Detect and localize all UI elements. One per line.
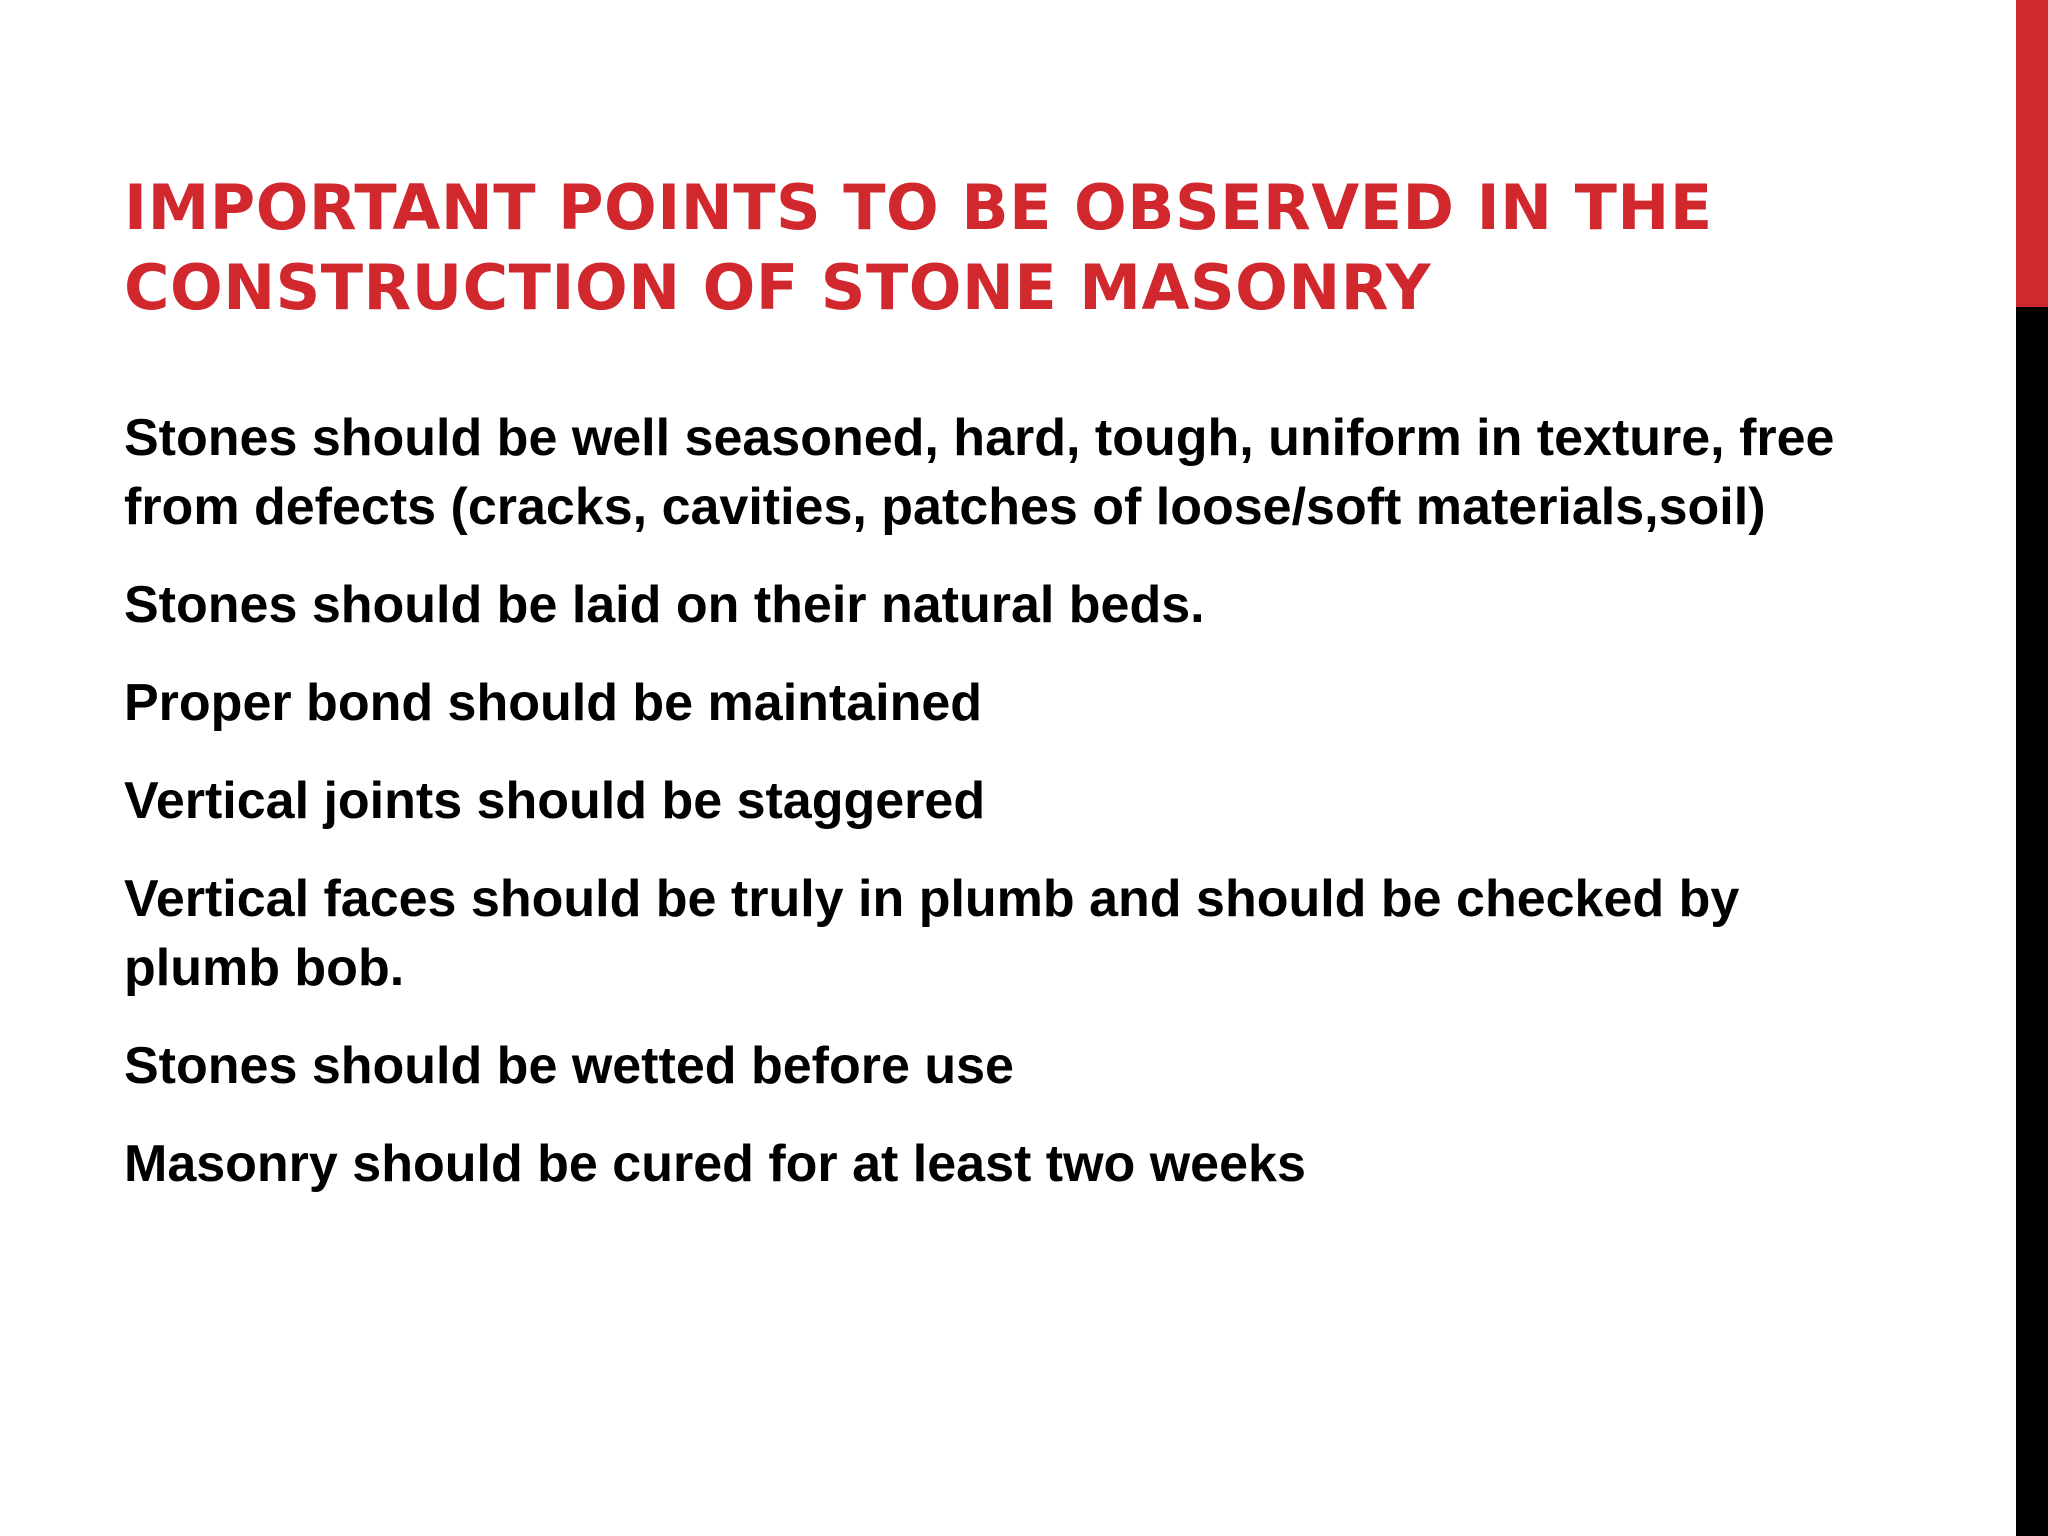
bullet-list: [124, 404, 1884, 1228]
bullet-item: Vertical faces should be truly in plumb and should be checked by plumb bob.: [124, 870, 1740, 997]
bullet-item: Masonry should be cured for at least two weeks: [124, 1135, 1306, 1193]
side-bar-accent: [2016, 0, 2048, 307]
bullet-item: Vertical joints should be staggered: [124, 772, 986, 830]
bullet-item: Stones should be well seasoned, hard, tough, uniform in texture, free from defects (cracks, cavities, patches of loose/soft materials,soil): [124, 409, 1835, 536]
bullet-item: Stones should be laid on their natural beds.: [124, 576, 1205, 634]
side-bar: [2016, 0, 2048, 1536]
bullet-item: Proper bond should be maintained: [124, 674, 983, 732]
slide-title: IMPORTANT POINTS TO BE OBSERVED IN THE CONSTRUCTION OF STONE MASONRY: [124, 171, 1713, 324]
bullet-item: Stones should be wetted before use: [124, 1037, 1014, 1095]
